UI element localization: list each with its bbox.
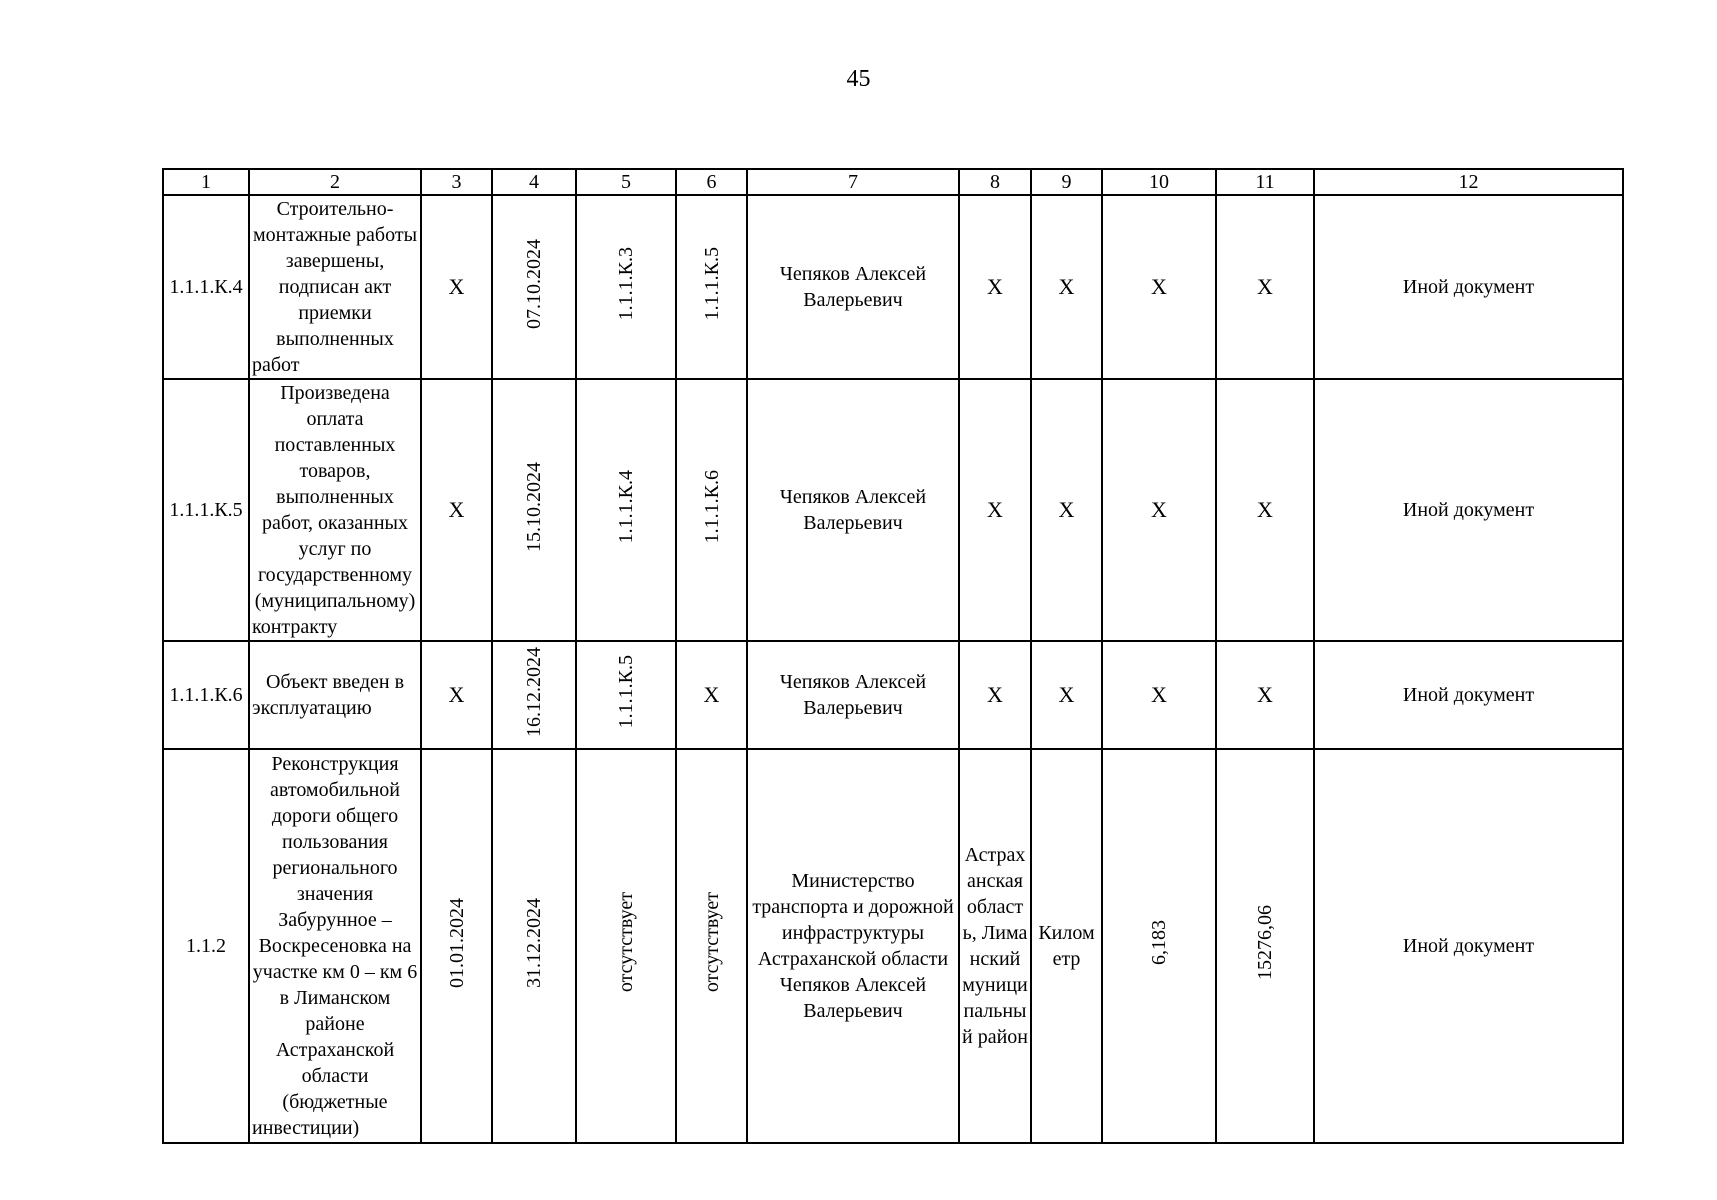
- column-number: 1: [163, 169, 249, 195]
- page-number: 45: [846, 66, 871, 92]
- row-doc-type: Иной документ: [1314, 195, 1623, 379]
- table-row: [163, 749, 1623, 1143]
- row-end-date: 16.12.2024: [523, 646, 545, 737]
- row-name: Объект введен в эксплуатацию: [249, 641, 421, 749]
- column-number: 5: [576, 169, 676, 195]
- plan-table: [162, 168, 1624, 1144]
- row-value: X: [1102, 379, 1216, 641]
- row-predecessor-cell: [576, 749, 676, 1143]
- row-code: 1.1.1.К.5: [163, 379, 249, 641]
- row-name: Произведена оплата поставленных товаров, выполненных работ, оказанных услуг по государственному (муниципальному) контракту: [249, 379, 421, 641]
- row-value: X: [1102, 641, 1216, 749]
- row-territory: Астраханская область, Лиманский муниципальный район: [959, 749, 1031, 1143]
- row-start: X: [421, 641, 492, 749]
- row-successor-cell: [676, 195, 747, 379]
- row-predecessor: 1.1.1.К.5: [615, 654, 637, 729]
- column-number-row: [163, 169, 1623, 195]
- row-predecessor-cell: [576, 641, 676, 749]
- row-unit: X: [1031, 195, 1102, 379]
- row-end-cell: [492, 641, 576, 749]
- column-number: 11: [1216, 169, 1314, 195]
- row-start: X: [421, 195, 492, 379]
- row-value: 6,183: [1148, 920, 1170, 965]
- column-number: 4: [492, 169, 576, 195]
- row-doc-type: Иной документ: [1314, 641, 1623, 749]
- row-responsible: Министерство транспорта и дорожной инфраструктуры Астраханской области Чепяков Алексей Валерьевич: [747, 749, 959, 1143]
- row-name: Строительно-монтажные работы завершены, подписан акт приемки выполненных работ: [249, 195, 421, 379]
- row-cost: 15276,06: [1254, 905, 1276, 980]
- row-end-cell: [492, 749, 576, 1143]
- row-value: X: [1102, 195, 1216, 379]
- row-successor: 1.1.1.К.6: [700, 469, 723, 544]
- row-code: 1.1.1.К.6: [163, 641, 249, 749]
- row-code: 1.1.2: [163, 749, 249, 1143]
- column-number: 2: [249, 169, 421, 195]
- row-end-date: 07.10.2024: [523, 238, 545, 329]
- row-start-date: 01.01.2024: [445, 897, 468, 988]
- row-territory: X: [959, 641, 1031, 749]
- column-number: 9: [1031, 169, 1102, 195]
- row-cost: X: [1216, 379, 1314, 641]
- row-unit: X: [1031, 379, 1102, 641]
- column-number: 10: [1102, 169, 1216, 195]
- column-number: 12: [1314, 169, 1623, 195]
- row-start: X: [421, 379, 492, 641]
- table-row: [163, 195, 1623, 379]
- row-responsible: Чепяков Алексей Валерьевич: [747, 641, 959, 749]
- column-number: 6: [676, 169, 747, 195]
- row-predecessor: 1.1.1.К.4: [615, 469, 637, 544]
- row-territory: X: [959, 195, 1031, 379]
- row-successor: 1.1.1.К.5: [700, 246, 723, 321]
- row-predecessor-cell: [576, 379, 676, 641]
- row-end-cell: [492, 379, 576, 641]
- row-successor-cell: [676, 379, 747, 641]
- row-predecessor-cell: [576, 195, 676, 379]
- row-code: 1.1.1.К.4: [163, 195, 249, 379]
- column-number: 7: [747, 169, 959, 195]
- row-start-cell: [421, 749, 492, 1143]
- row-doc-type: Иной документ: [1314, 379, 1623, 641]
- table-row: [163, 379, 1623, 641]
- row-successor: X: [676, 641, 747, 749]
- row-successor: отсутствует: [700, 892, 723, 993]
- row-doc-type: Иной документ: [1314, 749, 1623, 1143]
- row-value-cell: [1102, 749, 1216, 1143]
- row-unit: X: [1031, 641, 1102, 749]
- column-number: 3: [421, 169, 492, 195]
- column-number: 8: [959, 169, 1031, 195]
- row-end-date: 31.12.2024: [523, 897, 545, 988]
- table-row: [163, 641, 1623, 749]
- row-name: Реконструкция автомобильной дороги общего пользования регионального значения Забурунное – Воскресеновка на участке км 0 – км 6 в Лиманском районе Астраханской области (бюджетные инвестиции): [249, 749, 421, 1143]
- row-cost-cell: [1216, 749, 1314, 1143]
- row-territory: X: [959, 379, 1031, 641]
- row-cost: X: [1216, 641, 1314, 749]
- row-successor-cell: [676, 749, 747, 1143]
- row-cost: X: [1216, 195, 1314, 379]
- row-predecessor: 1.1.1.К.3: [615, 246, 637, 321]
- row-responsible: Чепяков Алексей Валерьевич: [747, 379, 959, 641]
- row-end-date: 15.10.2024: [523, 461, 545, 552]
- row-responsible: Чепяков Алексей Валерьевич: [747, 195, 959, 379]
- row-unit: Километр: [1031, 749, 1102, 1143]
- row-end-cell: [492, 195, 576, 379]
- row-predecessor: отсутствует: [615, 892, 637, 993]
